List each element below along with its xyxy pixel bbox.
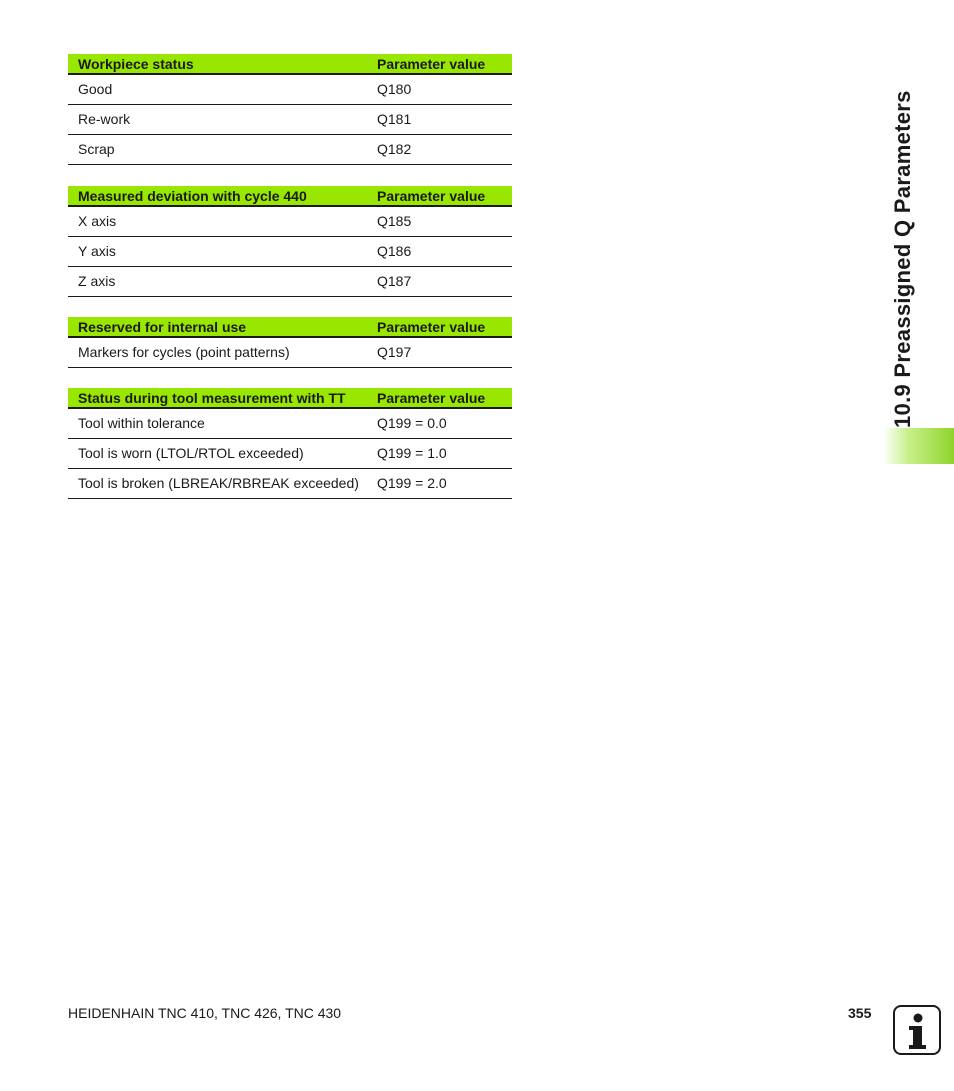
table-cell: Markers for cycles (point patterns) (78, 344, 290, 360)
table-cell: Q186 (377, 243, 412, 259)
table-cell: Q197 (377, 344, 412, 360)
header-cell: Status during tool measurement with TT (68, 388, 367, 409)
table-row (68, 439, 512, 469)
tool-measurement-status-table (68, 388, 512, 499)
table-row (68, 237, 512, 267)
header-cell: Reserved for internal use (68, 317, 367, 338)
table-cell: Tool is broken (LBREAK/RBREAK exceeded) (78, 475, 359, 491)
table-cell: Tool is worn (LTOL/RTOL exceeded) (78, 445, 304, 461)
table-cell: Good (78, 81, 113, 97)
table-row (68, 105, 512, 135)
table-header (68, 186, 512, 207)
table-cell: Q199 = 1.0 (377, 445, 447, 461)
table-row (68, 469, 512, 499)
info-icon (893, 1005, 941, 1055)
table-row (68, 75, 512, 105)
table-cell: Tool within tolerance (78, 415, 205, 431)
table-header (68, 317, 512, 338)
table-cell: Q180 (377, 81, 412, 97)
table-cell: Q199 = 0.0 (377, 415, 447, 431)
chapter-side-title: 10.9 Preassigned Q Parameters (890, 90, 915, 428)
table-cell: Q187 (377, 273, 412, 289)
reserved-internal-table (68, 317, 512, 368)
table-cell: Q199 = 2.0 (377, 475, 447, 491)
table-cell: Q185 (377, 213, 412, 229)
workpiece-status-table (68, 54, 512, 165)
table-cell: Q182 (377, 141, 412, 157)
table-header (68, 54, 512, 75)
header-cell: Parameter value (367, 54, 512, 75)
table-cell: X axis (78, 213, 117, 229)
table-row (68, 267, 512, 297)
table-header (68, 388, 512, 409)
page-number: 355 (848, 1005, 872, 1021)
header-cell: Workpiece status (68, 54, 367, 75)
chapter-tab-marker (883, 428, 954, 464)
table-cell: Re-work (78, 111, 131, 127)
header-cell: Parameter value (367, 388, 512, 409)
table-row (68, 409, 512, 439)
table-cell: Q181 (377, 111, 412, 127)
measured-deviation-table (68, 186, 512, 297)
table-row (68, 338, 512, 368)
header-cell: Measured deviation with cycle 440 (68, 186, 367, 207)
footer-product: HEIDENHAIN TNC 410, TNC 426, TNC 430 (68, 1005, 342, 1021)
table-row (68, 207, 512, 237)
header-cell: Parameter value (367, 317, 512, 338)
table-row (68, 135, 512, 165)
table-cell: Z axis (78, 273, 116, 289)
table-cell: Y axis (78, 243, 116, 259)
table-cell: Scrap (78, 141, 115, 157)
header-cell: Parameter value (367, 186, 512, 207)
